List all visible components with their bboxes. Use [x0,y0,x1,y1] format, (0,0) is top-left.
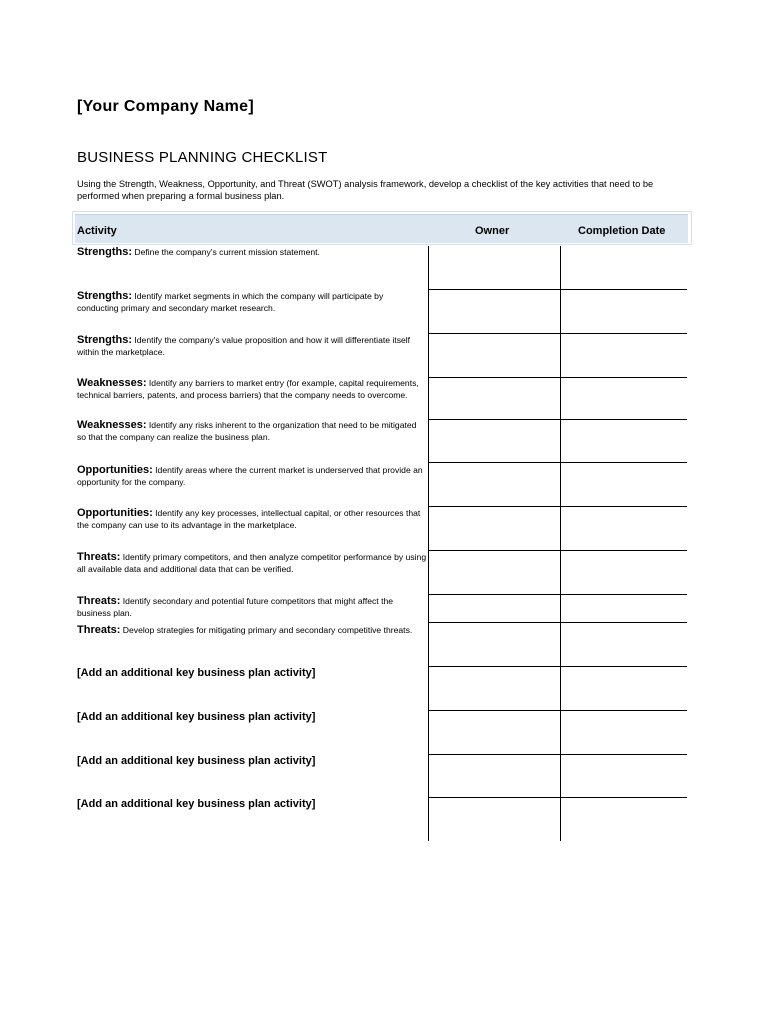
row-description: Identify primary competitors, and then analyze competitor performance by using all available data and additional data that can be verified. [77,552,427,574]
owner-column-divider [428,246,429,841]
header-activity: Activity [77,225,117,237]
table-row [77,419,427,443]
table-row [77,464,427,488]
table-row: [Add an additional key business plan activity] [77,798,316,810]
row-category: Strengths: [77,290,132,302]
row-category: Opportunities: [77,464,153,476]
header-owner: Owner [475,225,510,237]
table-row [77,377,427,401]
row-description: Identify the company's value proposition and how it will differentiate itself within the marketplace. [77,335,411,357]
table-row [77,507,427,531]
intro-paragraph: Using the Strength, Weakness, Opportunity, and Threat (SWOT) analysis framework, develop a checklist of the key activities that need to be performed when preparing a formal business plan. [77,179,654,201]
table-row [77,551,427,575]
row-divider [428,289,687,290]
row-divider [428,797,687,798]
row-divider [428,419,687,420]
row-description: Identify any barriers to market entry (for example, capital requirements, technical barriers, patents, and process barriers) that the company needs to overcome. [77,378,419,400]
row-category: Weaknesses: [77,377,147,389]
row-description: Develop strategies for mitigating primary and secondary competitive threats. [122,625,413,635]
row-description: Identify secondary and potential future competitors that might affect the business plan. [77,596,394,618]
page-title: BUSINESS PLANNING CHECKLIST [77,149,328,166]
table-row [77,595,427,619]
row-category: Threats: [77,551,121,563]
row-divider [428,333,687,334]
row-category: Strengths: [77,334,132,346]
row-divider [428,550,687,551]
table-row [77,624,427,636]
date-column-divider [560,246,561,841]
row-category: Weaknesses: [77,419,147,431]
header-completion-date: Completion Date [578,225,666,237]
table-row [77,334,427,358]
row-description: Identify areas where the current market is underserved that provide an opportunity for the company. [77,465,423,487]
row-divider [428,377,687,378]
row-divider [428,462,687,463]
table-row: [Add an additional key business plan activity] [77,755,316,767]
row-divider [428,754,687,755]
table-row [77,246,427,258]
row-category: Opportunities: [77,507,153,519]
table-row: [Add an additional key business plan activity] [77,711,316,723]
table-header [75,214,688,243]
row-divider [428,594,687,595]
row-divider [428,666,687,667]
table-row [77,290,427,314]
row-divider [428,622,687,623]
row-category: Strengths: [77,246,132,258]
row-description: Identify any risks inherent to the organization that need to be mitigated so that the company can realize the business plan. [77,420,417,442]
row-category: Threats: [77,624,121,636]
row-divider [428,506,687,507]
row-divider [428,710,687,711]
row-description: Identify market segments in which the company will participate by conducting primary and secondary market research. [77,291,384,313]
row-description: Identify any key processes, intellectual capital, or other resources that the company can use to its advantage in the marketplace. [77,508,421,530]
row-description: Define the company's current mission statement. [134,247,320,257]
table-row: [Add an additional key business plan activity] [77,667,316,679]
row-category: Threats: [77,595,121,607]
company-name: [Your Company Name] [77,98,254,115]
